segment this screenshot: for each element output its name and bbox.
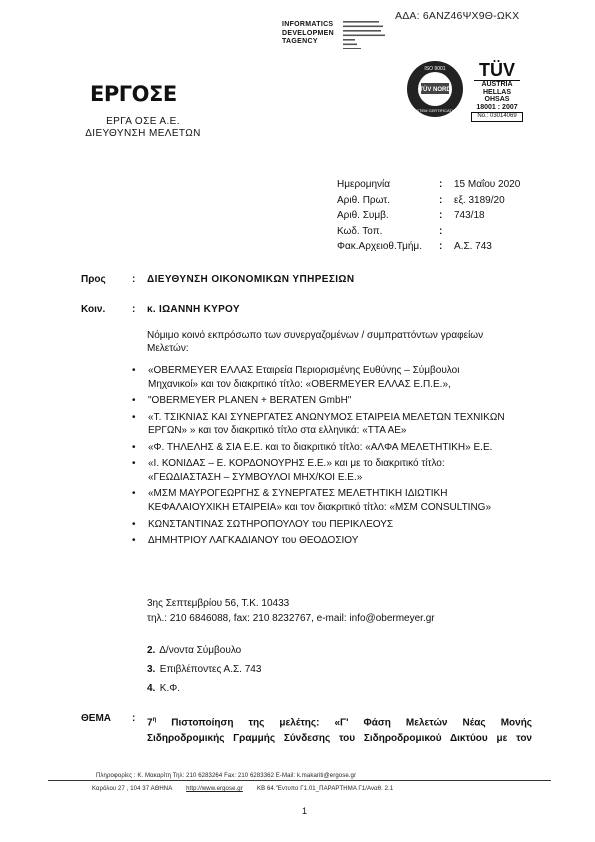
meta-row: [337, 224, 520, 240]
list-item: [131, 534, 506, 548]
list-item: [131, 457, 506, 485]
meta-value: εξ. 3189/20: [454, 194, 505, 206]
meta-row: [337, 193, 520, 209]
list-item: [131, 518, 506, 532]
address-contact: τηλ.: 210 6846088, fax: 210 8232767, e-mail: info@obermeyer.gr: [147, 613, 435, 624]
list-item: [131, 441, 506, 455]
meta-colon: :: [439, 210, 443, 221]
address-street: 3ης Σεπτεμβρίου 56, Τ.Κ. 10433: [147, 598, 290, 609]
tuv-ohsas-number: 18001 : 2007: [476, 103, 518, 111]
bullet-icon: •: [132, 488, 136, 500]
bullet-icon: •: [132, 518, 136, 530]
list-item: [131, 487, 506, 515]
tuv-austria-hellas-cert: [468, 61, 526, 122]
subject-text: [147, 712, 532, 747]
meta-value: Α.Σ. 743: [454, 241, 492, 252]
list-item-text: «ΜΣΜ ΜΑΥΡΟΓΕΩΡΓΗΣ & ΣΥΝΕΡΓΑΤΕΣ ΜΕΛΕΤΗΤΙΚΗ ΙΔΙΩΤΙΚΗ ΚΕΦΑΛΑΙΟΥΧΙΚΗ ΕΤΑΙΡΕΙΑ» και τον διακριτικό τίτλο: «ΜΣΜ CONSULTING»: [148, 488, 492, 514]
ada-code: ΑΔΑ: 6ΑΝΖ46ΨΧ9Θ-ΩΚΧ: [395, 10, 520, 22]
list-item-text: Δ/νοντα Σύμβουλο: [159, 645, 242, 656]
list-number: 2.: [147, 645, 156, 656]
footer-contact-line: Πληροφορίες : Κ. Μακαρίτη Τηλ: 210 6283264 Fax: 210 6283362 E-Mail: k.makariti@ergose.gr: [96, 773, 357, 779]
meta-colon: :: [439, 194, 443, 206]
document-metadata: [337, 177, 520, 255]
numbered-cc-list: [147, 641, 261, 698]
subject-line-1: [147, 712, 532, 731]
subject-label: ΘΕΜΑ: [81, 713, 111, 724]
meta-value: 15 Μαΐου 2020: [454, 179, 521, 190]
fine-print-graphic: [343, 21, 388, 49]
list-item-text: ΚΩΝΣΤΑΝΤΙΝΑΣ ΣΩΤΗΡΟΠΟΥΛΟΥ του ΠΕΡΙΚΛΕΟΥΣ: [148, 518, 394, 530]
bullet-icon: •: [132, 395, 136, 407]
organization-name: [78, 116, 208, 140]
page-number: 1: [302, 806, 308, 816]
bullet-icon: •: [132, 534, 136, 546]
org-name-line: ΕΡΓΑ ΟΣΕ Α.Ε.: [106, 116, 180, 127]
org-department-line: ΔΙΕΥΘΥΝΣΗ ΜΕΛΕΤΩΝ: [85, 128, 201, 139]
list-item-text: Κ.Φ.: [159, 683, 180, 694]
seal-system-cert: SYSTEM CERTIFICATION: [411, 108, 459, 113]
infodev-fine-print: [343, 21, 398, 50]
infodev-line-1: INFORMATICS: [282, 21, 334, 28]
tuv-wordmark: TÜV: [479, 60, 515, 80]
list-item: [131, 411, 506, 439]
meta-value: 743/18: [454, 210, 485, 221]
meta-label: Κωδ. Τοπ.: [337, 225, 383, 237]
footer-divider: [48, 780, 551, 781]
list-item: [147, 641, 261, 660]
meta-label: Αριθ. Πρωτ.: [337, 194, 391, 206]
recipient-value: ΔΙΕΥΘΥΝΣΗ ΟΙΚΟΝΟΜΙΚΩΝ ΥΠΗΡΕΣΙΩΝ: [147, 274, 355, 285]
meta-label: Αριθ. Συμβ.: [337, 210, 389, 221]
meta-row: [337, 177, 520, 193]
cc-label: Κοιν.: [81, 304, 106, 315]
meta-colon: :: [439, 179, 443, 190]
list-number: 3.: [147, 664, 156, 675]
tuv-nord-seal: [406, 60, 464, 118]
tuv-hellas-text: HELLAS: [483, 88, 511, 96]
meta-label: Φακ.Αρχειοθ.Τμήμ.: [337, 241, 422, 252]
cc-colon: :: [132, 304, 136, 315]
footer-website-link[interactable]: http://www.ergose.gr: [186, 786, 243, 792]
bullet-icon: •: [132, 365, 136, 376]
informatics-agency-label: [282, 21, 340, 47]
seal-iso-label: ISO 9001: [424, 66, 446, 72]
subject-ordinal: 7: [147, 717, 153, 729]
infodev-line-2: DEVELOPMEN: [282, 29, 335, 37]
list-item: [147, 679, 261, 698]
list-item-text: «Ι. ΚΟΝΙΔΑΣ – Ε. ΚΟΡΔΟΝΟΥΡΗΣ Ε.Ε.» και με το διακριτικό τίτλο: «ΓΕΩΔΙΑΣΤΑΣΗ – ΣΥΜΒΟΥΛΟΙ ΜΗΧ/ΚΟΙ Ε.Ε.»: [148, 458, 445, 483]
list-item-text: Επιβλέποντες Α.Σ. 743: [159, 664, 262, 675]
meta-value: [454, 224, 520, 240]
address-block: [147, 596, 435, 626]
infodev-line-3: TAGENCY: [282, 38, 318, 45]
footer-address: Καρόλου 27 , 104 37 ΑΘΗΝΑ: [92, 786, 172, 792]
list-item: [131, 394, 506, 408]
ergose-logo: ΕΡΓΟΣΕ: [90, 82, 177, 106]
list-item-text: «OBERMEYER ΕΛΛΑΣ Εταιρεία Περιορισμένης Ευθύνης – Σύμβουλοι Μηχανικοί» και τον διακριτικό τίτλο: «OBERMEYER ΕΛΛΑΣ Ε.Π.Ε.»,: [148, 365, 460, 390]
subject-ordinal-sup: η: [152, 717, 157, 723]
meta-colon: :: [439, 225, 443, 237]
bullet-icon: •: [132, 458, 136, 470]
list-item: [147, 660, 261, 679]
list-number: 4.: [147, 683, 156, 694]
bullet-icon: •: [132, 411, 136, 423]
list-item-text: «Φ. ΤΗΛΕΛΗΣ & ΣΙΑ Ε.Ε. και το διακριτικό τίτλο: «ΑΛΦΑ ΜΕΛΕΤΗΤΙΚΗ» Ε.Ε.: [148, 441, 493, 453]
list-item-text: «Τ. ΤΣΙΚΝΙΑΣ ΚΑΙ ΣΥΝΕΡΓΑΤΕΣ ΑΝΩΝΥΜΟΣ ΕΤΑΙΡΕΙΑ ΜΕΛΕΤΩΝ ΤΕΧΝΙΚΩΝ ΕΡΓΩΝ» » και τον διακριτικό τίτλο στα ελληνικά: «ΤΤΑ ΑΕ»: [148, 411, 505, 437]
meta-row: [337, 239, 520, 255]
cc-bullet-list: [131, 364, 506, 550]
tuv-austria-text: AUSTRIA: [474, 80, 520, 89]
meta-row: [337, 208, 520, 224]
meta-label: Ημερομηνία: [337, 179, 391, 190]
seal-inner-text: TÜV NORD: [419, 87, 451, 93]
meta-colon: :: [439, 241, 443, 252]
tuv-ohsas-text: OHSAS: [484, 96, 510, 103]
list-item: [131, 364, 506, 392]
list-item-text: ΔΗΜΗΤΡΙΟΥ ΛΑΓΚΑΔΙΑΝΟΥ του ΘΕΟΔΟΣΙΟΥ: [148, 534, 359, 546]
subject-line-2: Σιδηροδρομικής Γραμμής Σύνδεσης του Σιδηροδρομικού Δικτύου με τον: [147, 733, 532, 745]
recipient-colon: :: [132, 274, 136, 285]
tuv-cert-number: No.: 03014069: [471, 112, 523, 122]
list-item-text: "OBERMEYER PLANEN + BERATEN GmbH": [148, 395, 352, 407]
footer-form-code: ΚΒ 64."Εντυπο Γ1.01_ΠΑΡΑΡΤΗΜΑ Γ1/Αναθ. 2.1: [256, 786, 394, 792]
footer-address-line: [92, 786, 393, 792]
cc-value: κ. ΙΩΑΝΝΗ ΚΥΡΟΥ: [147, 304, 240, 315]
recipient-label: Προς: [81, 274, 106, 285]
bullet-icon: •: [132, 441, 136, 453]
cc-intro-text: Νόμιμο κοινό εκπρόσωπο των συνεργαζομένων / συμπραττόντων γραφείων Μελετών:: [147, 330, 484, 354]
subject-colon: :: [132, 713, 136, 724]
subject-line-1-text: Πιστοποίηση της μελέτης: «Γ' Φάση Μελετών Νέας Μονής: [156, 717, 532, 729]
